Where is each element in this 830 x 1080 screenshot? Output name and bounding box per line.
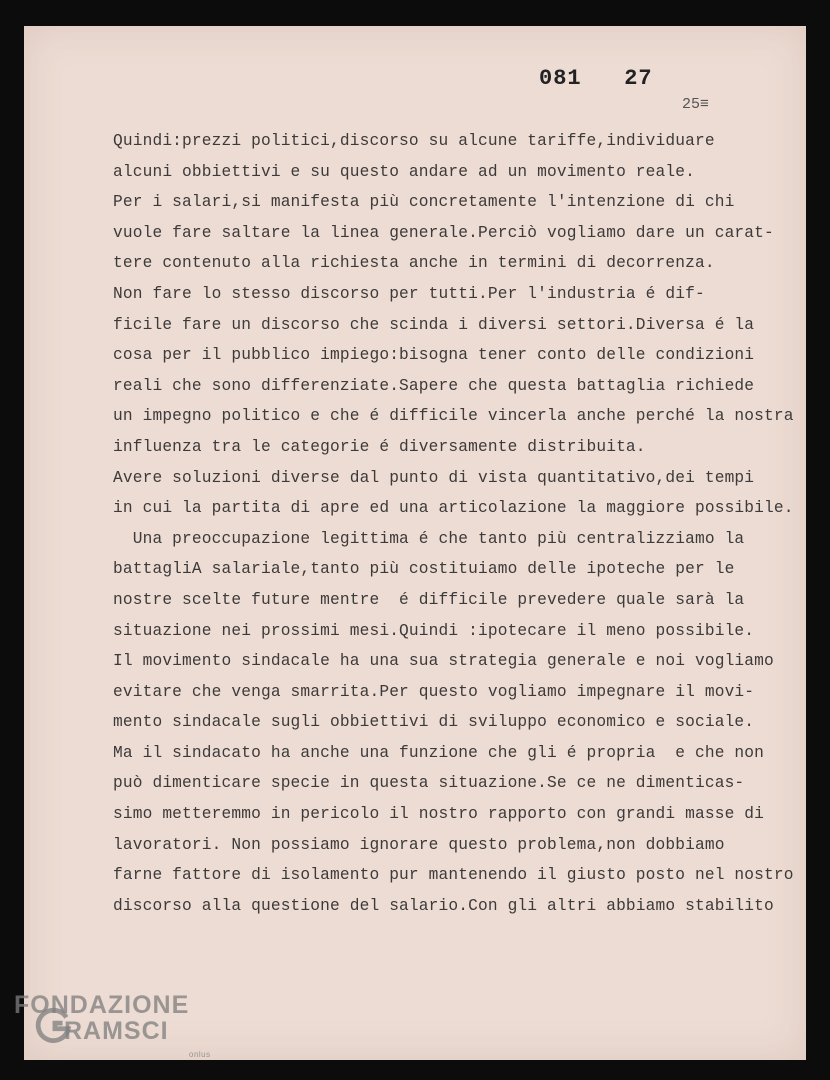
text-line: discorso alla questione del salario.Con gli altri abbiamo stabilito <box>113 896 774 915</box>
fondazione-gramsci-watermark <box>14 991 211 1059</box>
text-line: cosa per il pubblico impiego:bisogna tener conto delle condizioni <box>113 346 755 365</box>
watermark-line-2: RAMSCI <box>64 1017 169 1045</box>
text-line: farne fattore di isolamento pur mantenendo il giusto posto nel nostro <box>113 866 794 885</box>
text-line: Quindi:prezzi politici,discorso su alcune tariffe,individuare <box>113 132 715 150</box>
text-line: Una preoccupazione legittima é che tanto più centralizziamo la <box>113 529 745 548</box>
text-line: Non fare lo stesso discorso per tutti.Per l'industria é dif- <box>113 284 705 303</box>
text-line: mento sindacale sugli obbiettivi di sviluppo economico e sociale. <box>113 713 755 732</box>
typewritten-page <box>24 26 806 1060</box>
text-line: tere contenuto alla richiesta anche in termini di decorrenza. <box>113 254 715 273</box>
text-line: vuole fare saltare la linea generale.Perciò vogliamo dare un carat- <box>113 223 774 242</box>
g-logo-icon <box>34 1006 72 1044</box>
text-line: simo metteremmo in pericolo il nostro rapporto con grandi masse di <box>113 805 765 824</box>
body-text <box>113 126 793 921</box>
text-line: battagliA salariale,tanto più costituiamo delle ipoteche per le <box>113 560 735 579</box>
text-line: evitare che venga smarrita.Per questo vogliamo impegnare il movi- <box>113 682 755 701</box>
text-line: un impegno politico e che é difficile vincerla anche perché la nostra <box>113 407 794 426</box>
text-line: alcuni obbiettivi e su questo andare ad un movimento reale. <box>113 162 695 181</box>
text-line: ficile fare un discorso che scinda i diversi settori.Diversa é la <box>113 315 755 334</box>
watermark-line-1: FONDAZIONE <box>14 991 190 1019</box>
text-line: può dimenticare specie in questa situazione.Se ce ne dimenticas- <box>113 774 745 793</box>
text-line: in cui la partita di apre ed una articolazione la maggiore possibile. <box>113 499 794 518</box>
text-line: Avere soluzioni diverse dal punto di vista quantitativo,dei tempi <box>113 468 755 487</box>
watermark-onlus: onlus <box>189 1050 211 1059</box>
text-line: influenza tra le categorie é diversamente distribuita. <box>113 437 646 456</box>
archive-number: 081 27 <box>539 66 653 91</box>
text-line: lavoratori. Non possiamo ignorare questo problema,non dobbiamo <box>113 835 725 854</box>
sub-page-number: 25≡ <box>682 96 710 113</box>
text-line: situazione nei prossimi mesi.Quindi :ipotecare il meno possibile. <box>113 621 755 640</box>
text-line: Il movimento sindacale ha una sua strategia generale e noi vogliamo <box>113 652 774 671</box>
text-line: nostre scelte future mentre é difficile prevedere quale sarà la <box>113 590 745 609</box>
text-line: Per i salari,si manifesta più concretamente l'intenzione di chi <box>113 193 735 212</box>
text-line: reali che sono differenziate.Sapere che questa battaglia richiede <box>113 376 755 395</box>
text-line: Ma il sindacato ha anche una funzione che gli é propria e che non <box>113 743 765 762</box>
